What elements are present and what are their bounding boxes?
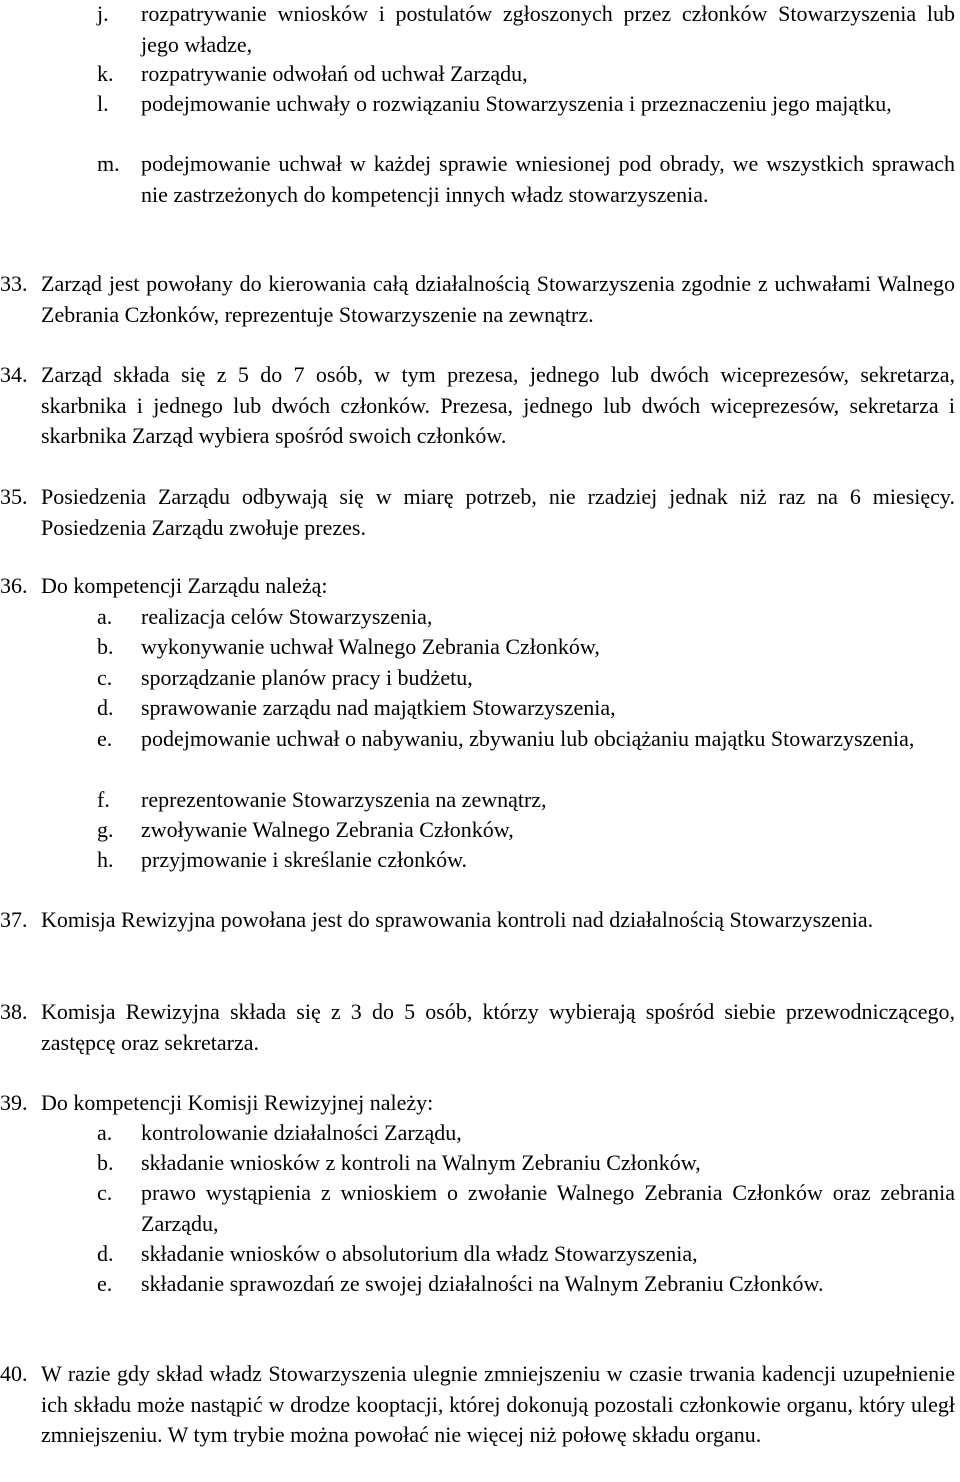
- paragraph-number: 38.: [0, 999, 28, 1024]
- list-item-j: [97, 0, 955, 60]
- list-item-text: podejmowanie uchwały o rozwiązaniu Stowarzyszenia i przeznaczeniu jego majątku,: [141, 91, 892, 116]
- list-marker: b.: [97, 634, 114, 659]
- list-marker: f.: [97, 787, 110, 812]
- list-item-m: [97, 149, 955, 210]
- paragraph-text: Posiedzenia Zarządu odbywają się w miarę potrzeb, nie rzadziej jednak niż raz na 6 miesięcy. Posiedzenia Zarządu zwołuje prezes.: [41, 484, 955, 540]
- list-item-text: rozpatrywanie odwołań od uchwał Zarządu,: [141, 61, 528, 86]
- list-item-d: [97, 693, 955, 724]
- list-item-text: sporządzanie planów pracy i budżetu,: [141, 665, 473, 690]
- list-marker: j.: [97, 1, 109, 26]
- paragraph-39: [0, 1088, 955, 1119]
- paragraph-38: [0, 997, 955, 1058]
- list-marker: c.: [97, 1180, 113, 1205]
- list-item-text: kontrolowanie działalności Zarządu,: [141, 1120, 462, 1145]
- paragraph-number: 35.: [0, 484, 28, 509]
- paragraph-text: Komisja Rewizyjna składa się z 3 do 5 osób, którzy wybierają spośród siebie przewodniczącego, zastępcę oraz sekretarza.: [41, 999, 955, 1055]
- list-marker: k.: [97, 61, 114, 86]
- list-marker: e.: [97, 726, 113, 751]
- list-item-text: rozpatrywanie wniosków i postulatów zgłoszonych przez członków Stowarzyszenia lub jego władze,: [141, 1, 955, 57]
- list-marker: l.: [97, 91, 109, 116]
- list-marker: h.: [97, 847, 114, 872]
- list-marker: a.: [97, 1120, 113, 1145]
- paragraph-text: Zarząd składa się z 5 do 7 osób, w tym prezesa, jednego lub dwóch wiceprezesów, sekretarza, skarbnika i jednego lub dwóch członków. Prezesa, jednego lub dwóch wiceprezesów, sekretarza i skarbnika Zarząd wybiera spośród swoich członków.: [41, 362, 955, 448]
- list-marker: g.: [97, 817, 114, 842]
- list-item-e: [97, 724, 955, 755]
- paragraph-33: [0, 269, 955, 330]
- list-item-text: wykonywanie uchwał Walnego Zebrania Członków,: [141, 634, 600, 659]
- list-item-a: [97, 1118, 955, 1149]
- list-marker: a.: [97, 604, 113, 629]
- paragraph-number: 33.: [0, 271, 28, 296]
- list-marker: m.: [97, 151, 120, 176]
- list-item-f: [97, 785, 955, 816]
- list-item-b: [97, 1148, 955, 1179]
- paragraph-number: 40.: [0, 1361, 28, 1386]
- paragraph-text: Do kompetencji Komisji Rewizyjnej należy:: [41, 1090, 434, 1115]
- list-item-text: zwoływanie Walnego Zebrania Członków,: [141, 817, 514, 842]
- list-item-text: podejmowanie uchwał w każdej sprawie wniesionej pod obrady, we wszystkich sprawach nie zastrzeżonych do kompetencji innych władz stowarzyszenia.: [141, 151, 955, 207]
- paragraph-text: Komisja Rewizyjna powołana jest do sprawowania kontroli nad działalnością Stowarzyszenia.: [41, 907, 874, 932]
- list-item-text: reprezentowanie Stowarzyszenia na zewnątrz,: [141, 787, 547, 812]
- list-item-text: składanie sprawozdań ze swojej działalności na Walnym Zebraniu Członków.: [141, 1271, 824, 1296]
- list-item-g: [97, 815, 955, 846]
- list-marker: d.: [97, 1241, 114, 1266]
- list-item-k: [97, 59, 955, 90]
- list-item-text: składanie wniosków o absolutorium dla władz Stowarzyszenia,: [141, 1241, 698, 1266]
- list-item-text: przyjmowanie i skreślanie członków.: [141, 847, 468, 872]
- list-item-text: realizacja celów Stowarzyszenia,: [141, 604, 433, 629]
- list-item-c: [97, 1178, 955, 1239]
- paragraph-37: [0, 905, 955, 936]
- list-marker: c.: [97, 665, 113, 690]
- list-item-text: sprawowanie zarządu nad majątkiem Stowarzyszenia,: [141, 695, 616, 720]
- list-marker: d.: [97, 695, 114, 720]
- list-item-e: [97, 1269, 955, 1300]
- list-item-c: [97, 663, 955, 694]
- paragraph-35: [0, 482, 955, 543]
- paragraph-text: W razie gdy skład władz Stowarzyszenia ulegnie zmniejszeniu w czasie trwania kadencji uzupełnienie ich składu może nastąpić w drodze kooptacji, której dokonują pozostali członkowie organu, który uległ zmniejszeniu. W tym trybie można powołać nie więcej niż połowę składu organu.: [41, 1361, 955, 1447]
- list-item-b: [97, 632, 955, 663]
- paragraph-text: Do kompetencji Zarządu należą:: [41, 573, 328, 598]
- paragraph-34: [0, 360, 955, 452]
- paragraph-number: 37.: [0, 907, 28, 932]
- list-marker: b.: [97, 1150, 114, 1175]
- list-item-text: podejmowanie uchwał o nabywaniu, zbywaniu lub obciążaniu majątku Stowarzyszenia,: [141, 726, 915, 751]
- paragraph-40: [0, 1359, 955, 1451]
- list-marker: e.: [97, 1271, 113, 1296]
- list-item-text: składanie wniosków z kontroli na Walnym Zebraniu Członków,: [141, 1150, 701, 1175]
- paragraph-number: 39.: [0, 1090, 28, 1115]
- paragraph-text: Zarząd jest powołany do kierowania całą działalnością Stowarzyszenia zgodnie z uchwałami Walnego Zebrania Członków, reprezentuje Stowarzyszenie na zewnątrz.: [41, 271, 955, 327]
- paragraph-number: 34.: [0, 362, 28, 387]
- paragraph-36: [0, 571, 955, 602]
- paragraph-number: 36.: [0, 573, 28, 598]
- list-item-l: [97, 89, 955, 120]
- list-item-a: [97, 602, 955, 633]
- list-item-h: [97, 845, 955, 876]
- list-item-text: prawo wystąpienia z wnioskiem o zwołanie Walnego Zebrania Członków oraz zebrania Zarządu,: [141, 1180, 955, 1236]
- list-item-d: [97, 1239, 955, 1270]
